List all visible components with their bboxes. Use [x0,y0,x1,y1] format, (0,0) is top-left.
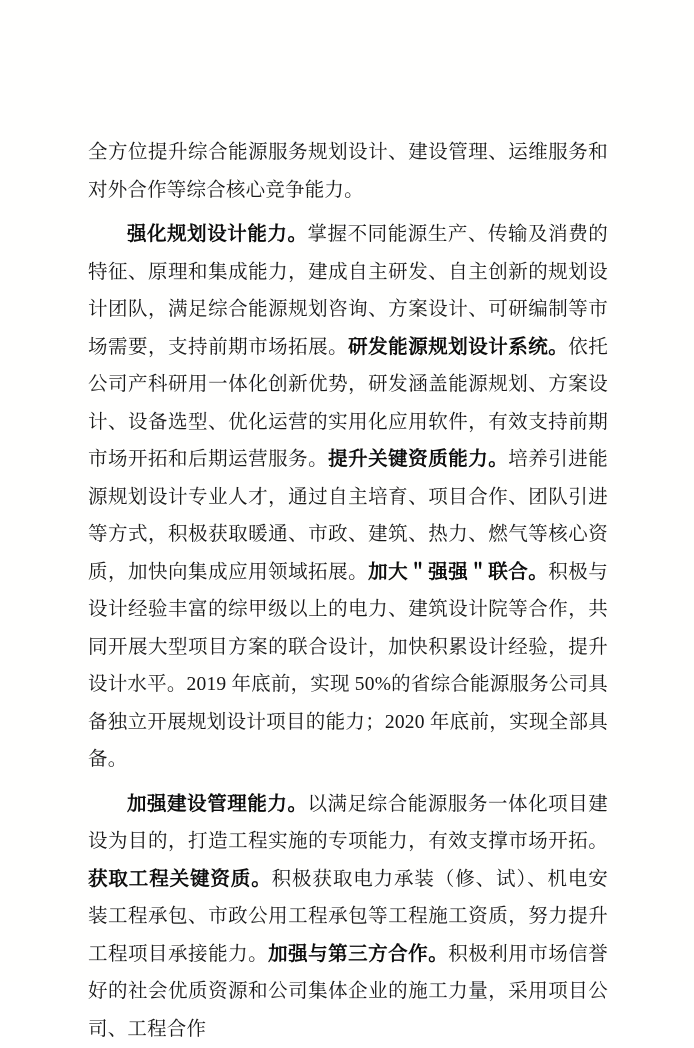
paragraph-2 [88,216,608,779]
text-run: 掌握不同能源生产、传输及消费的特征、原理和集成能力，建成自主研发、自主创新的规划设计团队，满足综合能源规划咨询、方案设计、可研编制等市场需要，支持前期市场拓展。 [88,224,608,358]
paragraph-3 [88,786,608,1048]
text-run: 依托公司产科研用一体化创新优势，研发涵盖能源规划、方案设计、设备选型、优化运营的实用化应用软件，有效支持前期市场开拓和后期运营服务。 [88,337,608,471]
text-run-bold: 加大＂强强＂联合。 [368,562,548,583]
paragraph-1 [88,134,608,209]
text-run: 以满足综合能源服务一体化项目建设为目的，打造工程实施的专项能力，有效支撑市场开拓。 [88,794,608,853]
text-run-bold: 获取工程关键资质。 [88,869,272,890]
text-run: 积极与设计经验丰富的综甲级以上的电力、建筑设计院等合作，共同开展大型项目方案的联合设计，加快积累设计经验，提升设计水平。2019 年底前，实现 50%的省综合能源服务公司具备独立开展规划设计项目的能力；2020 年底前，实现全部具备。 [88,562,608,771]
text-run-bold: 提升关键资质能力。 [328,449,508,470]
text-run: 积极利用市场信誉好的社会优质资源和公司集体企业的施工力量，采用项目公司、工程合作 [88,944,608,1040]
text-run: 积极获取电力承装（修、试）、机电安装工程承包、市政公用工程承包等工程施工资质，努力提升工程项目承接能力。 [88,869,608,965]
text-run: 全方位提升综合能源服务规划设计、建设管理、运维服务和对外合作等综合核心竞争能力。 [88,142,608,201]
text-run-bold: 加强建设管理能力。 [127,794,308,815]
text-run-bold: 加强与第三方合作。 [268,944,448,965]
text-run-bold: 研发能源规划设计系统。 [348,337,568,358]
document-body [88,134,608,1048]
text-run: 培养引进能源规划设计专业人才，通过自主培育、项目合作、团队引进等方式，积极获取暖通、市政、建筑、热力、燃气等核心资质，加快向集成应用领域拓展。 [88,449,608,583]
text-run-bold: 强化规划设计能力。 [127,224,308,245]
